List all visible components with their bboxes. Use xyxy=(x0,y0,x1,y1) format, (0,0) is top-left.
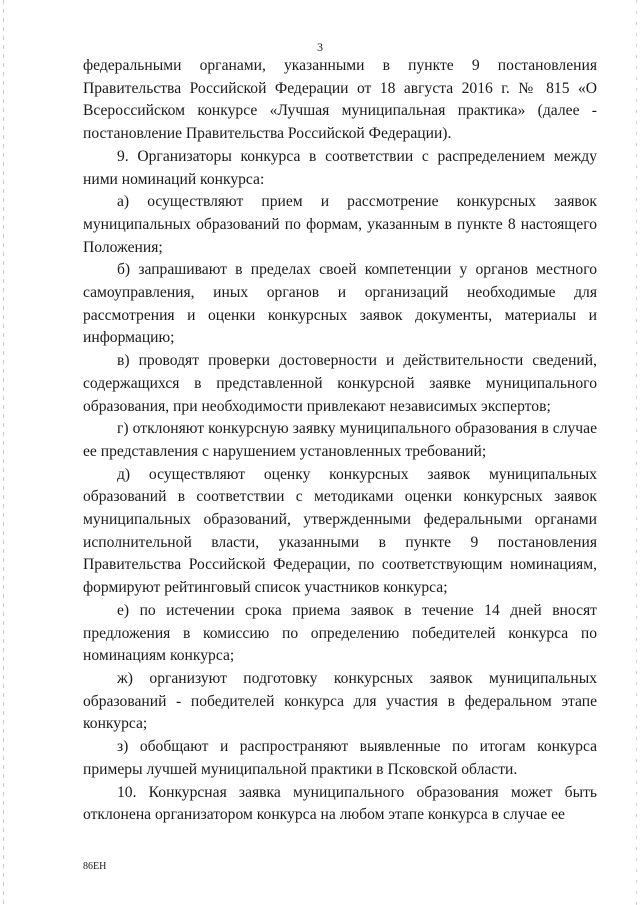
paragraph-subitem-v: в) проводят проверки достоверности и действительности сведений, содержащихся в представленной конкурсной заявке муниципального образования, при необходимости привлекают независимых экспертов; xyxy=(83,352,597,415)
document-body xyxy=(83,55,597,827)
footer-code: 86ЕН xyxy=(83,861,107,872)
paragraph-subitem-d: д) осуществляют оценку конкурсных заявок муниципальных образований в соответствии с методиками оценки конкурсных заявок муниципальных образований, утвержденными федеральными органами исполнительной власти, указанными в пункте 9 постановления Правительства Российской Федерации, по соответствующим номинациям, формируют рейтинговый список участников конкурса; xyxy=(83,465,597,597)
page-number: 3 xyxy=(317,40,323,54)
paragraph-subitem-a: а) осуществляют прием и рассмотрение конкурсных заявок муниципальных образований по формам, указанным в пункте 8 настоящего Положения; xyxy=(83,193,597,256)
paragraph-item-9: 9. Организаторы конкурса в соответствии с распределением между ними номинаций конкурса: xyxy=(83,147,597,188)
paragraph-subitem-zh: ж) организуют подготовку конкурсных заявок муниципальных образований - победителей конкурса для участия в федеральном этапе конкурса; xyxy=(83,669,597,733)
paragraph-subitem-g: г) отклоняют конкурсную заявку муниципального образования в случае ее представления с нарушением установленных требований; xyxy=(83,420,597,460)
paragraph-subitem-b: б) запрашивают в пределах своей компетенции у органов местного самоуправления, иных органов и организаций необходимые для рассмотрения и оценки конкурсных заявок документы, материалы и информацию; xyxy=(83,261,597,347)
paragraph-subitem-z: з) обобщают и распространяют выявленные по итогам конкурса примеры лучшей муниципальной практики в Псковской области. xyxy=(83,738,597,778)
paragraph-continuation: федеральными органами, указанными в пункте 9 постановления Правительства Российской Федерации от 18 августа 2016 г. № 815 «О Всероссийском конкурсе «Лучшая муниципальная практика» (далее - постановление Правительства Российской Федерации). xyxy=(83,57,597,143)
paragraph-item-10: 10. Конкурсная заявка муниципального образования может быть отклонена организатором конкурса на любом этапе конкурса в случае ее xyxy=(83,783,597,824)
scan-edge-left xyxy=(3,0,4,905)
scan-edge-right xyxy=(636,0,637,905)
paragraph-subitem-e: е) по истечении срока приема заявок в течение 14 дней вносят предложения в комиссию по определению победителей конкурса по номинациям конкурса; xyxy=(83,601,597,665)
